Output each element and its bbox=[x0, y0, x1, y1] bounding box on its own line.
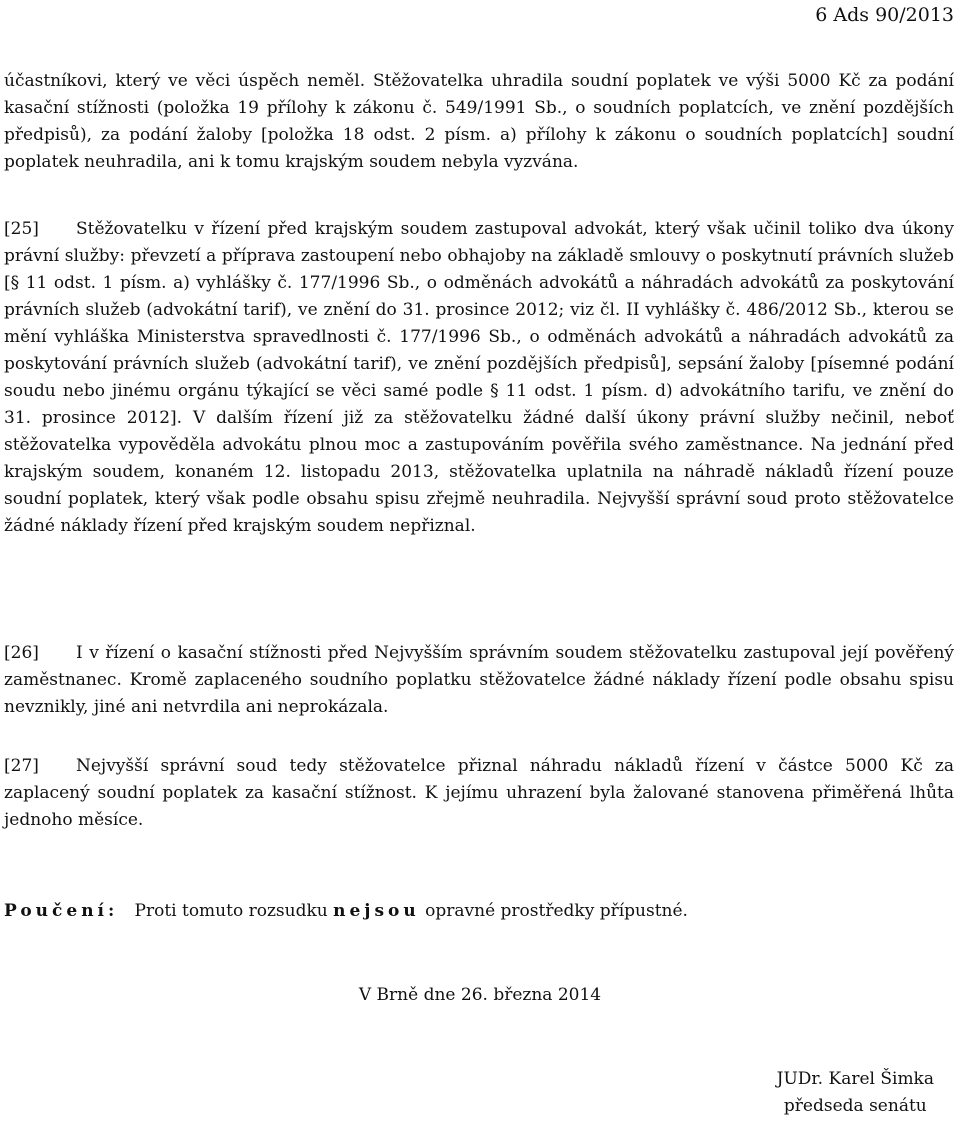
signatory-name: JUDr. Karel Šimka bbox=[776, 1069, 934, 1089]
legal-instruction bbox=[4, 898, 954, 925]
paragraph-number: [27] bbox=[4, 756, 39, 776]
paragraph-text: Nejvyšší správní soud tedy stěžovatelce přiznal náhradu nákladů řízení v částce 5000 Kč za zaplacený soudní poplatek za kasační stížnost. K jejímu uhrazení byla žalované stanovena přiměřená lhůta jednoho měsíce. bbox=[4, 756, 954, 830]
instruction-label: Poučení: bbox=[4, 901, 119, 921]
case-number: 6 Ads 90/2013 bbox=[815, 4, 954, 26]
paragraph-continuation bbox=[4, 68, 954, 176]
signature-block bbox=[777, 1066, 934, 1120]
paragraph-25 bbox=[4, 216, 954, 540]
paragraph-number: [26] bbox=[4, 643, 39, 663]
paragraph-number: [25] bbox=[4, 219, 39, 239]
paragraph-27 bbox=[4, 753, 954, 834]
paragraph-26 bbox=[4, 640, 954, 721]
paragraph-text: účastníkovi, který ve věci úspěch neměl. Stěžovatelka uhradila soudní poplatek ve výši 5000 Kč za podání kasační stížnosti (položka 19 přílohy k zákonu č. 549/1991 Sb., o soudních poplatcích, ve znění pozdějších předpisů), za podání žaloby [položka 18 odst. 2 písm. a) přílohy k zákonu o soudních poplatcích] soudní poplatek neuhradila, ani k tomu krajským soudem nebyla vyzvána. bbox=[4, 71, 954, 172]
instruction-text-before: Proti tomuto rozsudku bbox=[134, 901, 328, 921]
place-and-date: V Brně dne 26. března 2014 bbox=[358, 985, 602, 1005]
instruction-text-after: opravné prostředky přípustné. bbox=[425, 901, 688, 921]
paragraph-text: I v řízení o kasační stížnosti před Nejvyšším správním soudem stěžovatelku zastupoval její pověřený zaměstnanec. Kromě zaplaceného soudního poplatku stěžovatelce žádné náklady řízení podle obsahu spisu nevznikly, jiné ani netvrdila ani neprokázala. bbox=[4, 643, 954, 717]
paragraph-text: Stěžovatelku v řízení před krajským soudem zastupoval advokát, který však učinil toliko dva úkony právní služby: převzetí a příprava zastoupení nebo obhajoby na základě smlouvy o poskytnutí právních služeb [§ 11 odst. 1 písm. a) vyhlášky č. 177/1996 Sb., o odměnách advokátů a náhradách advokátů za poskytování právních služeb (advokátní tarif), ve znění do 31. prosince 2012; viz čl. II vyhlášky č. 486/2012 Sb., kterou se mění vyhláška Ministerstva spravedlnosti č. 177/1996 Sb., o odměnách advokátů a náhradách advokátů za poskytování právních služeb (advokátní tarif), ve znění pozdějších předpisů], sepsání žaloby [písemné podání soudu nebo jinému orgánu týkající se věci samé podle § 11 odst. 1 písm. d) advokátního tarifu, ve znění do 31. prosince 2012]. V dalším řízení již za stěžovatelku žádné další úkony právní služby nečinil, neboť stěžovatelka vypověděla advokátu plnou moc a zastupováním pověřila svého zaměstnance. Na jednání před krajským soudem, konaném 12. listopadu 2013, stěžovatelka uplatnila na náhradě nákladů řízení pouze soudní poplatek, který však podle obsahu spisu zřejmě neuhradila. Nejvyšší správní soud proto stěžovatelce žádné náklady řízení před krajským soudem nepřiznal. bbox=[4, 219, 954, 536]
instruction-emphasis: nejsou bbox=[333, 901, 420, 921]
signatory-role: předseda senátu bbox=[783, 1096, 927, 1116]
